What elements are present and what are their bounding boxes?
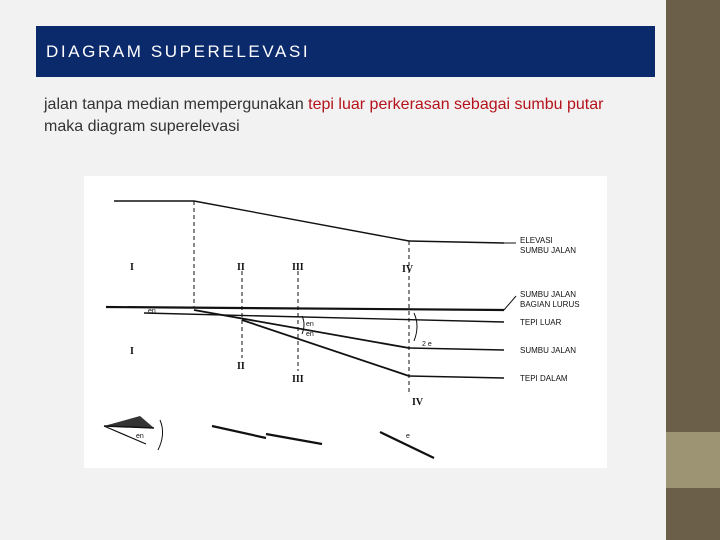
tepi-dalam-flat — [409, 376, 504, 378]
elevasi-line-slope — [194, 201, 409, 241]
section-label-IV-bottom: IV — [412, 397, 424, 408]
section-label-II-top: II — [237, 262, 245, 273]
body-paragraph — [44, 94, 624, 138]
annotation-2e: 2 e — [422, 341, 432, 348]
decorative-side-accent — [666, 432, 720, 488]
label-tepi-dalam: TEPI DALAM — [520, 374, 568, 383]
body-text-part3: maka diagram superelevasi — [44, 118, 240, 135]
cross-section-sketch-2 — [212, 426, 266, 438]
annotation-en-left: en — [148, 308, 156, 315]
superelevation-diagram — [84, 176, 607, 468]
diagram-svg — [84, 176, 607, 468]
section-label-III-bottom: III — [292, 374, 304, 385]
section-label-IV-top: IV — [402, 264, 414, 275]
annotation-en-sketch: en — [136, 433, 144, 440]
annotation-en-lower: en — [306, 331, 314, 338]
elevasi-line-flat-right — [409, 241, 504, 243]
section-label-III-top: III — [292, 262, 304, 273]
tepi-luar-line — [144, 313, 504, 322]
sumbu-jalan-flat — [409, 348, 504, 350]
section-label-II-bottom: II — [237, 361, 245, 372]
annotation-en-upper: en — [306, 321, 314, 328]
body-text-highlight: tepi luar perkerasan sebagai sumbu putar — [308, 96, 604, 113]
leader-sumbu-lurus — [504, 296, 516, 310]
body-text-part1: jalan tanpa median mempergunakan — [44, 96, 309, 113]
label-elevasi-sumbu: SUMBU JALAN — [520, 246, 577, 255]
label-sumbu-jalan-lurus: SUMBU JALAN — [520, 290, 577, 299]
label-bagian-lurus: BAGIAN LURUS — [520, 300, 580, 309]
brace-2e — [414, 313, 417, 341]
sumbu-jalan-bagian-lurus — [106, 307, 504, 310]
label-tepi-luar: TEPI LUAR — [520, 318, 562, 327]
slide-title: DIAGRAM SUPERELEVASI — [36, 26, 655, 77]
cross-section-sketch-1 — [104, 416, 163, 450]
section-label-I-top: I — [130, 262, 134, 273]
cross-section-sketch-3 — [266, 434, 322, 444]
brace-en — [302, 316, 304, 334]
sumbu-jalan-slope — [194, 310, 409, 348]
tepi-dalam-slope — [242, 320, 409, 376]
annotation-e-sketch: e — [406, 433, 410, 440]
section-label-I-bottom: I — [130, 346, 134, 357]
label-elevasi: ELEVASI — [520, 236, 553, 245]
label-sumbu-jalan: SUMBU JALAN — [520, 346, 577, 355]
